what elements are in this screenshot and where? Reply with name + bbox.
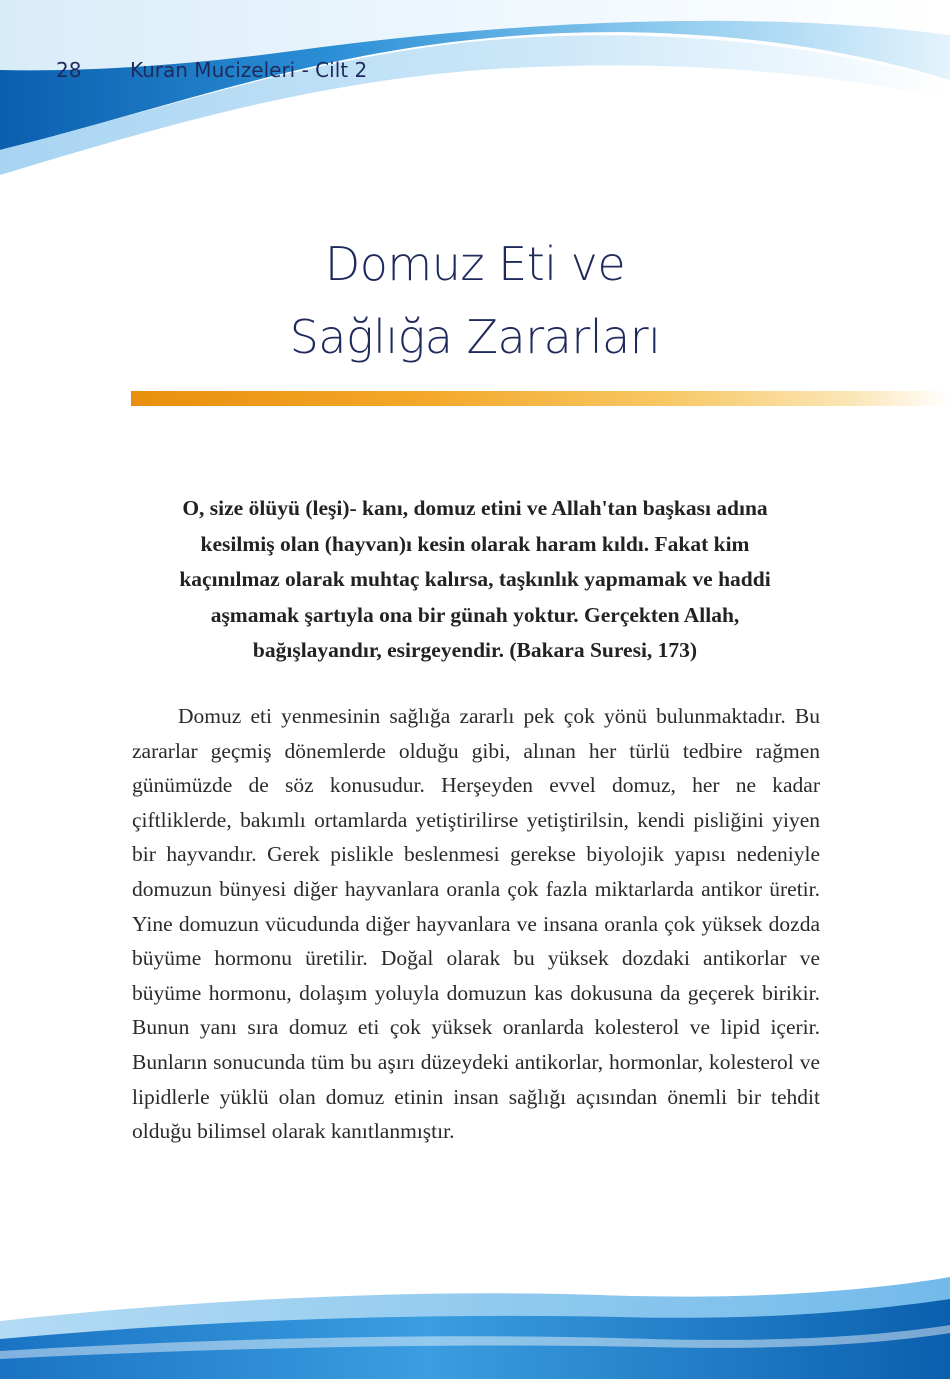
book-title: Kuran Mucizeleri - Cilt 2	[130, 58, 368, 82]
page-number: 28	[56, 58, 82, 82]
header-wave-decoration	[0, 0, 950, 200]
title-underline	[131, 391, 950, 406]
chapter-title: Domuz Eti ve Sağlığa Zararları	[289, 237, 661, 364]
body-paragraph: Domuz eti yenmesinin sağlığa zararlı pek çok yönü bulunmaktadır. Bu zararlar geçmiş dönemlerde olduğu gibi, alınan her türlü tedbire rağmen günümüzde de söz konusudur. Herşeyden evvel domuz, her ne kadar çiftliklerde, bakımlı ortamlarda yetiştirilirse yetiştirilsin, kendi pisliğini yiyen bir hayvandır. Gerek pislikle beslenmesi gerekse biyolojik yapısı nedeniyle domuzun bünyesi diğer hayvanlara oranla çok fazla miktarlarda antikor üretir. Yine domuzun vücudunda diğer hayvanlara ve insana oranla çok yüksek dozda büyüme hormonu üretilir. Doğal olarak bu yüksek dozdaki antikorlar ve büyüme hormonu, dolaşım yoluyla domuzun kas dokusuna da geçerek birikir. Bunun yanı sıra domuz eti çok yüksek oranlarda kolesterol ve lipid içerir. Bunların sonucunda tüm bu aşırı düzeydeki antikorlar, hormonlar, kolesterol ve lipidlerle yüklü olan domuz etinin insan sağlığı açısından önemli bir tehdit olduğu bilimsel olarak kanıtlanmıştır.	[132, 704, 820, 1144]
quran-verse: O, size ölüyü (leşi)- kanı, domuz etini ve Allah'tan başkası adına kesilmiş olan (hayvan)ı kesin olarak haram kıldı. Fakat kim kaçınılmaz olarak muhtaç kalırsa, taşkınlık yapmamak ve haddi aşmamak şartıyla ona bir günah yoktur. Gerçekten Allah, bağışlayandır, esirgeyendir. (Bakara Suresi, 173)	[179, 496, 771, 662]
footer-wave-decoration	[0, 1259, 950, 1379]
